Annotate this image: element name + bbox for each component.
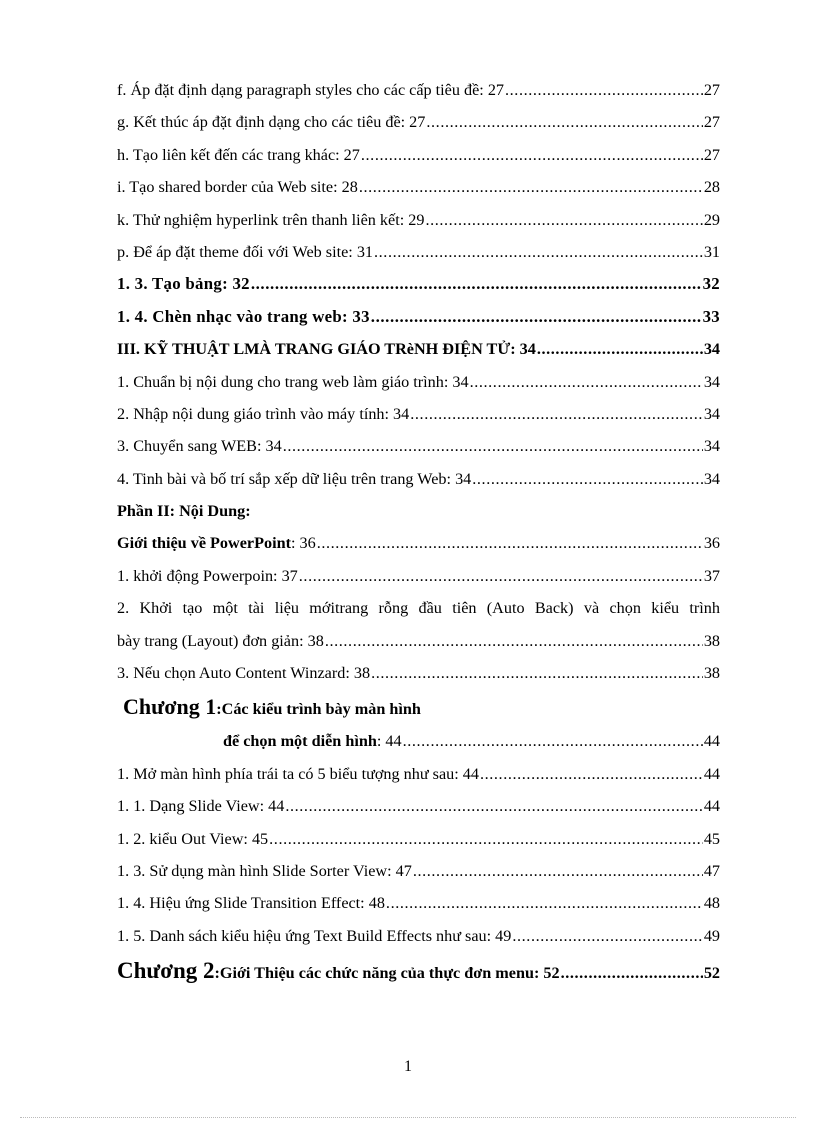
toc-leader-dots	[325, 625, 703, 657]
toc-leader-dots	[374, 236, 703, 268]
toc-leader-dots	[410, 398, 703, 430]
toc-entry[interactable]	[117, 268, 720, 300]
toc-entry-page: 48	[703, 894, 720, 913]
toc-entry-text: bày trang (Layout) đơn giản: 38	[117, 631, 324, 650]
toc-entry[interactable]	[117, 171, 720, 203]
toc-entry-page: 28	[703, 178, 720, 197]
chapter-title: :Giới Thiệu các chức năng của thực đơn menu: 52	[214, 964, 560, 983]
toc-entry-text: h. Tạo liên kết đến các trang khác: 27	[117, 145, 360, 164]
toc-entry-page: 34	[703, 404, 720, 423]
toc-leader-dots	[413, 855, 703, 887]
toc-entry-text: để chọn một diễn hình	[223, 732, 377, 751]
toc-entry[interactable]	[117, 333, 720, 365]
toc-entry-text: Giới thiệu về PowerPoint	[117, 534, 291, 553]
toc-entry-text: Phần II: Nội Dung:	[117, 502, 251, 521]
toc-leader-dots	[426, 106, 702, 138]
toc-entry[interactable]	[117, 527, 720, 559]
toc-leader-dots	[512, 920, 702, 952]
toc-entry-text: III. KỸ THUẬT LMÀ TRANG GIÁO TRèNH ĐIỆN TỬ: 34	[117, 340, 536, 359]
toc-leader-dots	[425, 204, 702, 236]
toc-entry[interactable]	[117, 657, 720, 689]
toc-leader-dots	[283, 430, 703, 462]
toc-leader-dots	[317, 527, 703, 559]
toc-leader-dots	[251, 268, 702, 300]
toc-entry[interactable]	[117, 920, 720, 952]
chapter-label: Chương 2	[117, 958, 215, 984]
toc-leader-dots	[299, 560, 703, 592]
chapter-title: :Các kiểu trình bày màn hình	[216, 700, 421, 719]
toc-entry-suffix: : 36	[290, 534, 316, 553]
toc-entry[interactable]	[117, 139, 720, 171]
toc-entry[interactable]	[117, 301, 720, 333]
toc-leader-dots	[371, 657, 703, 689]
toc-entry-page: 36	[703, 534, 720, 553]
toc-entry-text: g. Kết thúc áp đặt định dạng cho các tiêu đề: 27	[117, 113, 426, 132]
toc-entry-text: 1. 1. Dạng Slide View: 44	[117, 797, 285, 816]
toc-entry-text: 3. Nếu chọn Auto Content Winzard: 38	[117, 664, 371, 683]
toc-entry-page: 47	[703, 861, 720, 880]
toc-chapter-heading[interactable]	[117, 952, 720, 990]
toc-entry[interactable]	[117, 887, 720, 919]
toc-entry-wrapped-line[interactable]	[117, 592, 720, 624]
page-number: 1	[404, 1058, 412, 1075]
toc-entry-text: 1. 4. Hiệu ứng Slide Transition Effect: 48	[117, 894, 385, 913]
toc-entry[interactable]	[117, 855, 720, 887]
toc-entry-text: 1. khởi động Powerpoin: 37	[117, 566, 298, 585]
toc-entry-text: 1. 5. Danh sách kiểu hiệu ứng Text Build Effects như sau: 49	[117, 926, 512, 945]
toc-entry[interactable]	[117, 725, 720, 757]
toc-entry[interactable]	[117, 204, 720, 236]
toc-entry-page: 33	[702, 306, 720, 326]
toc-entry-text: 4. Tinh bài và bố trí sắp xếp dữ liệu trên trang Web: 34	[117, 469, 472, 488]
toc-entry[interactable]	[117, 790, 720, 822]
toc-entry-text: 3. Chuyển sang WEB: 34	[117, 437, 282, 456]
toc-entry-page: 27	[703, 81, 720, 99]
toc-entry-text: i. Tạo shared border của Web site: 28	[117, 178, 358, 197]
toc-entry-text: 1. 2. kiểu Out View: 45	[117, 829, 269, 848]
toc-leader-dots	[470, 366, 703, 398]
toc-entry-page: 44	[703, 797, 720, 816]
toc-leader-dots	[359, 171, 703, 203]
toc-entry-page: 34	[703, 340, 720, 359]
toc-entry[interactable]	[117, 398, 720, 430]
toc-section-heading[interactable]	[117, 495, 720, 527]
toc-entry-page: 34	[703, 372, 720, 391]
toc-leader-dots	[480, 758, 703, 790]
toc-entry[interactable]	[117, 236, 720, 268]
toc-entry-text: p. Để áp đặt theme đối với Web site: 31	[117, 242, 374, 261]
toc-entry[interactable]	[117, 625, 720, 657]
toc-entry[interactable]	[117, 430, 720, 462]
page-bottom-divider	[20, 1117, 796, 1118]
toc-entry[interactable]	[117, 823, 720, 855]
toc-entry[interactable]	[117, 758, 720, 790]
toc-entry[interactable]	[117, 463, 720, 495]
toc-entry-text: k. Thử nghiệm hyperlink trên thanh liên kết: 29	[117, 210, 425, 229]
toc-entry[interactable]	[117, 366, 720, 398]
toc-entry-page: 44	[703, 764, 720, 783]
toc-entry-page: 34	[703, 469, 720, 488]
toc-leader-dots	[561, 954, 703, 992]
toc-entry-page: 49	[703, 926, 720, 945]
toc-entry-page: 38	[703, 631, 720, 650]
toc-entry-page: 37	[703, 566, 720, 585]
toc-entry-text: 1. 3. Tạo bảng: 32	[117, 274, 250, 294]
toc-entry-page: 27	[703, 113, 720, 132]
toc-leader-dots	[269, 823, 703, 855]
toc-entry[interactable]	[117, 74, 720, 106]
toc-entry-page: 44	[703, 732, 720, 751]
toc-entry-page: 31	[703, 242, 720, 261]
chapter-label: Chương 1	[123, 694, 217, 720]
toc-entry-text: 1. Chuẩn bị nội dung cho trang web làm giáo trình: 34	[117, 372, 469, 391]
table-of-contents	[117, 74, 720, 990]
toc-entry-text: 2. Nhập nội dung giáo trình vào máy tính: 34	[117, 404, 410, 423]
toc-leader-dots	[361, 139, 703, 171]
toc-entry-text: 1. 3. Sử dụng màn hình Slide Sorter View: 47	[117, 861, 412, 880]
toc-entry-text: 1. Mở màn hình phía trái ta có 5 biểu tượng như sau: 44	[117, 764, 479, 783]
toc-entry-page: 29	[703, 210, 720, 229]
toc-chapter-heading[interactable]	[117, 689, 720, 725]
toc-entry-page: 38	[703, 664, 720, 683]
toc-entry[interactable]	[117, 560, 720, 592]
toc-leader-dots	[285, 790, 702, 822]
toc-entry-page: 45	[703, 829, 720, 848]
toc-leader-dots	[371, 301, 702, 333]
toc-entry-page: 34	[703, 437, 720, 456]
toc-entry-page: 32	[702, 274, 720, 294]
toc-entry-suffix: : 44	[376, 732, 402, 751]
toc-leader-dots	[403, 725, 703, 757]
toc-entry-page: 27	[703, 145, 720, 164]
toc-leader-dots	[505, 74, 703, 106]
toc-leader-dots	[386, 887, 703, 919]
toc-entry-text: 2. Khởi tạo một tài liệu mớitrang rỗng đầu tiên (Auto Back) và chọn kiểu trình	[117, 599, 720, 618]
toc-entry[interactable]	[117, 106, 720, 138]
toc-leader-dots	[472, 463, 703, 495]
toc-entry-text: f. Áp đặt định dạng paragraph styles cho các cấp tiêu đề: 27	[117, 81, 505, 99]
toc-leader-dots	[537, 333, 703, 365]
toc-entry-text: 1. 4. Chèn nhạc vào trang web: 33	[117, 306, 370, 326]
toc-entry-page: 52	[703, 964, 720, 983]
